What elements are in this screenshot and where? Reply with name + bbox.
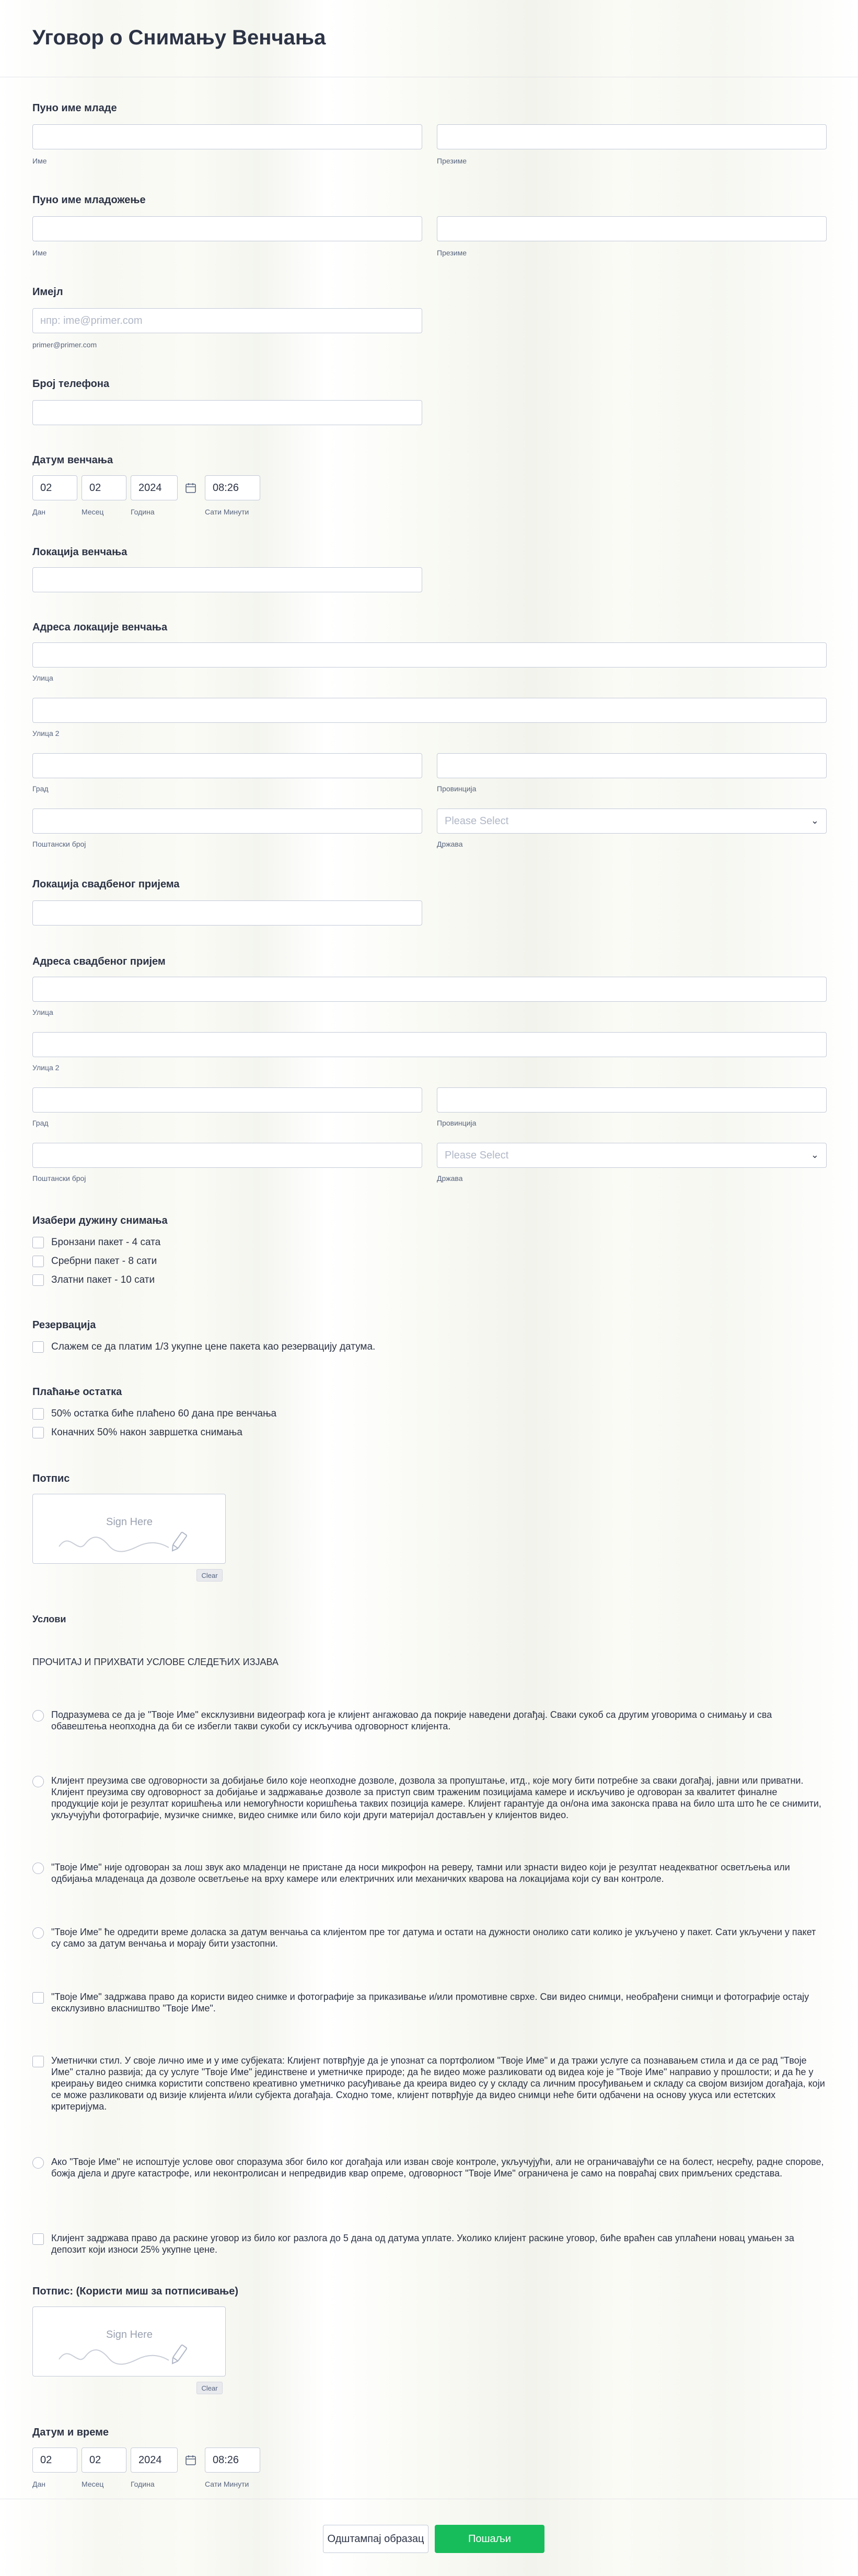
checkbox[interactable] — [32, 1408, 44, 1420]
duration-option-label: Бронзани пакет - 4 сата — [51, 1237, 161, 1248]
term-item-3[interactable] — [32, 1861, 827, 1884]
datetime-label: Датум и време — [32, 2427, 109, 2438]
wedding-time-sublabel: Сати Минути — [205, 508, 249, 516]
checkbox[interactable] — [32, 1341, 44, 1353]
wedding-province-sublabel: Провинција — [437, 784, 477, 793]
signature-label: Потпис — [32, 1473, 70, 1484]
chevron-down-icon: ⌄ — [810, 1150, 819, 1160]
reservation-option-label: Слажем се да платим 1/3 укупне цене пакета као резервацију датума. — [51, 1341, 376, 1352]
signature-placeholder: Sign Here — [106, 2329, 153, 2340]
chevron-down-icon: ⌄ — [810, 815, 819, 826]
submit-button[interactable]: Пошаљи — [435, 2525, 544, 2553]
phone-input[interactable] — [32, 400, 422, 425]
term-text: Клијент преузима све одговорности за добијање било које неопходне дозволе, дозвола за пропуштање, итд., које могу бити потребне за сваки догађај, јавни или приватни. Клијент преузима сву одговорност за добијање и задржавање дозволе за приступ свим траженим позицијама камере и искључиво је одговоран за квалитет финалне продукције који је резултат коришћења или немогућности коришћења таквих позиција камере. Клијент гарантује да он/она има законска права на било шта што ће се снимити, укључујући фотографије, музичке снимке, видео снимке или било који други материјал достављен у клијентов видео. — [51, 1775, 821, 1820]
reception-province-sublabel: Провинција — [437, 1119, 477, 1127]
print-form-button[interactable]: Одштампај образац — [323, 2525, 428, 2553]
term-radio[interactable] — [32, 1776, 44, 1787]
wedding-year-sublabel: Година — [131, 508, 155, 516]
groom-first-name-sublabel: Име — [32, 249, 47, 257]
reception-location-label: Локација свадбеног пријема — [32, 879, 180, 890]
groom-last-name-sublabel: Презиме — [437, 249, 467, 257]
reception-street-input[interactable] — [32, 977, 827, 1002]
terms-subheading: ПРОЧИТАЈ И ПРИХВАТИ УСЛОВЕ СЛЕДЕЋИХ ИЗЈАВА — [32, 1657, 279, 1667]
duration-option-label: Златни пакет - 10 сати — [51, 1274, 155, 1285]
datetime-year-sublabel: Година — [131, 2480, 155, 2488]
email-input[interactable]: нпр: ime@primer.com — [32, 308, 422, 333]
wedding-postal-input[interactable] — [32, 809, 422, 834]
signature-clear-button-2[interactable]: Clear — [196, 2382, 223, 2394]
bride-last-name-sublabel: Презиме — [437, 157, 467, 165]
wedding-country-sublabel: Држава — [437, 840, 463, 848]
balance-option-label: 50% остатка биће плаћено 60 дана пре венчања — [51, 1408, 277, 1419]
balance-option-60days[interactable] — [32, 1408, 276, 1420]
reception-street-sublabel: Улица — [32, 1008, 53, 1016]
term-checkbox[interactable] — [32, 1992, 44, 2004]
reception-street2-input[interactable] — [32, 1032, 827, 1057]
bride-name-label: Пуно име младе — [32, 102, 117, 114]
duration-option-gold[interactable] — [32, 1274, 155, 1286]
wedding-street2-input[interactable] — [32, 698, 827, 723]
duration-option-bronze[interactable] — [32, 1237, 160, 1248]
reception-country-sublabel: Држава — [437, 1174, 463, 1182]
term-radio[interactable] — [32, 2157, 44, 2169]
wedding-street-sublabel: Улица — [32, 674, 53, 682]
form-footer — [0, 2499, 858, 2576]
datetime-month-sublabel: Месец — [82, 2480, 104, 2488]
reservation-option[interactable] — [32, 1341, 375, 1353]
term-checkbox[interactable] — [32, 2056, 44, 2067]
reception-postal-sublabel: Поштански број — [32, 1174, 86, 1182]
reception-location-input[interactable] — [32, 900, 422, 926]
reception-country-select[interactable] — [437, 1143, 827, 1168]
wedding-day-sublabel: Дан — [32, 508, 45, 516]
wedding-country-placeholder: Please Select — [445, 815, 509, 827]
balance-option-final[interactable] — [32, 1427, 242, 1438]
reception-street2-sublabel: Улица 2 — [32, 1063, 60, 1072]
duration-option-label: Сребрни пакет - 8 сати — [51, 1256, 157, 1267]
term-checkbox[interactable] — [32, 2233, 44, 2245]
wedding-date-label: Датум венчања — [32, 454, 113, 466]
email-label: Имејл — [32, 286, 63, 298]
signature-clear-button[interactable]: Clear — [196, 1569, 223, 1582]
datetime-month-input[interactable]: 02 — [82, 2448, 126, 2473]
reception-province-input[interactable] — [437, 1087, 827, 1113]
term-item-2[interactable] — [32, 1775, 827, 1821]
form-title: Уговор о Снимању Венчања — [32, 26, 326, 49]
balance-label: Плаћање остатка — [32, 1386, 122, 1398]
wedding-location-input[interactable] — [32, 567, 422, 592]
wedding-address-label: Адреса локације венчања — [32, 622, 168, 633]
calendar-icon[interactable] — [182, 2451, 200, 2469]
wedding-location-label: Локација венчања — [32, 546, 127, 558]
wedding-city-sublabel: Град — [32, 784, 49, 793]
reception-postal-input[interactable] — [32, 1143, 422, 1168]
term-item-7[interactable] — [32, 2156, 827, 2179]
groom-name-label: Пуно име младожење — [32, 194, 146, 206]
wedding-city-input[interactable] — [32, 753, 422, 778]
groom-first-name-input[interactable] — [32, 216, 422, 241]
signature-pad-2[interactable] — [32, 2306, 226, 2376]
reception-city-input[interactable] — [32, 1087, 422, 1113]
reception-city-sublabel: Град — [32, 1119, 49, 1127]
bride-first-name-input[interactable] — [32, 124, 422, 149]
signature-pad[interactable] — [32, 1494, 226, 1564]
checkbox[interactable] — [32, 1256, 44, 1267]
wedding-month-sublabel: Месец — [82, 508, 104, 516]
datetime-day-sublabel: Дан — [32, 2480, 45, 2488]
wedding-month-input[interactable]: 02 — [82, 475, 126, 500]
wedding-time-input[interactable]: 08:26 — [205, 475, 260, 500]
term-item-1[interactable] — [32, 1709, 827, 1732]
wedding-country-select[interactable] — [437, 809, 827, 834]
checkbox[interactable] — [32, 1237, 44, 1248]
term-item-6[interactable] — [32, 2055, 827, 2112]
balance-option-label: Коначних 50% након завршетка снимања — [51, 1427, 242, 1438]
wedding-province-input[interactable] — [437, 753, 827, 778]
signature-scribble-icon — [54, 2338, 211, 2370]
term-text: "Твоје Име" није одговоран за лош звук ако младенци не пристане да носи микрофон на реверу, тамни или зрнасти видео који је резултат неадекватног осветљења или одбијања младенаца да дозволе осветљење на врху камере или електричних или механичких кварова на локацијама који су ван контроле. — [51, 1862, 790, 1884]
term-text: Уметнички стил. У своје лично име и у име субјеката: Клијент потврђује да је упознат са портфолиом "Твоје Име" и да тражи услуге са познавањем стила и да се рад "Твоје Име" стално развија; да су услуге "Твоје Име" јединствене и уметничке природе; да ће видео може разликовати од видеа које је "Твоје Име" направио у прошлости; и да ће у креирању видео снимка користити сопствено креативно уметничко расуђивање да креира видео су у складу са личним просуђивањем и складу са својом визијом догађаја, који се може разликовати од визије клијента и/или субјекта догађаја. Сходно томе, клијент потврђује да видео снимци неће бити одбачени на основу укуса или естетских критеријума. — [51, 2055, 825, 2112]
wedding-street-input[interactable] — [32, 642, 827, 668]
terms-heading: Услови — [32, 1614, 66, 1624]
groom-last-name-input[interactable] — [437, 216, 827, 241]
calendar-icon[interactable] — [182, 479, 200, 497]
duration-option-silver[interactable] — [32, 1256, 157, 1267]
wedding-postal-sublabel: Поштански број — [32, 840, 86, 848]
wedding-year-input[interactable]: 2024 — [131, 475, 178, 500]
datetime-time-input[interactable]: 08:26 — [205, 2448, 260, 2473]
term-radio[interactable] — [32, 1710, 44, 1722]
reception-address-label: Адреса свадбеног пријем — [32, 956, 166, 967]
form-header — [0, 0, 858, 77]
datetime-time-sublabel: Сати Минути — [205, 2480, 249, 2488]
term-text: "Твоје Име" ће одредити време доласка за датум венчања са клијентом пре тог датума и остати на дужности онолико сати колико је укључено у пакет. Сати укључени у пакет су само за датум венчања и морају бити узастопни. — [51, 1927, 816, 1949]
bride-last-name-input[interactable] — [437, 124, 827, 149]
reception-country-placeholder: Please Select — [445, 1149, 509, 1161]
wedding-day-input[interactable]: 02 — [32, 475, 77, 500]
checkbox[interactable] — [32, 1427, 44, 1438]
signature-placeholder: Sign Here — [106, 1516, 153, 1528]
term-item-8[interactable] — [32, 2232, 827, 2255]
term-radio[interactable] — [32, 1863, 44, 1874]
email-help-text: primer@primer.com — [32, 341, 97, 349]
duration-label: Изабери дужину снимања — [32, 1215, 168, 1226]
term-item-5[interactable] — [32, 1991, 827, 2014]
reservation-label: Резервација — [32, 1319, 96, 1331]
wedding-street2-sublabel: Улица 2 — [32, 729, 60, 737]
term-text: Клијент задржава право да раскине уговор из било ког разлога до 5 дана од датума уплате. Уколико клијент раскине уговор, биће враћен сав уплаћени новац умањен за депозит који износи 25% укупне цене. — [51, 2233, 794, 2255]
datetime-year-input[interactable]: 2024 — [131, 2448, 178, 2473]
signature-scribble-icon — [54, 1526, 211, 1557]
datetime-day-input[interactable]: 02 — [32, 2448, 77, 2473]
checkbox[interactable] — [32, 1274, 44, 1286]
term-text: Подразумева се да је "Твоје Име" ексклузивни видеограф кога је клијент ангажовао да покрије наведени догађај. Сваки сукоб са другим уговорима о снимању и сва обавештења неопходна да би се избегли такви сукоби су искључива одговорност клијента. — [51, 1709, 772, 1731]
signature-mouse-label: Потпис: (Користи миш за потписивање) — [32, 2286, 239, 2297]
term-radio[interactable] — [32, 1927, 44, 1939]
term-text: "Твоје Име" задржава право да користи видео снимке и фотографије за приказивање и/или промотивне сврхе. Сви видео снимци, необрађени снимци и фотографије остају ексклузивно власништво "Твоје Име". — [51, 1992, 809, 2013]
term-text: Ако "Твоје Име" не испоштује услове овог споразума због било ког догађаја или изван своје контроле, укључујући, али не ограничавајући се на болест, несрећу, радне спорове, божја дјела и друге катастрофе, или неконтролисан и непредвидив квар опреме, одговорност "Твоје Име" ограничена је само на повраћај свих примљених средстава. — [51, 2157, 824, 2179]
bride-first-name-sublabel: Име — [32, 157, 47, 165]
phone-label: Број телефона — [32, 378, 110, 390]
term-item-4[interactable] — [32, 1926, 827, 1949]
